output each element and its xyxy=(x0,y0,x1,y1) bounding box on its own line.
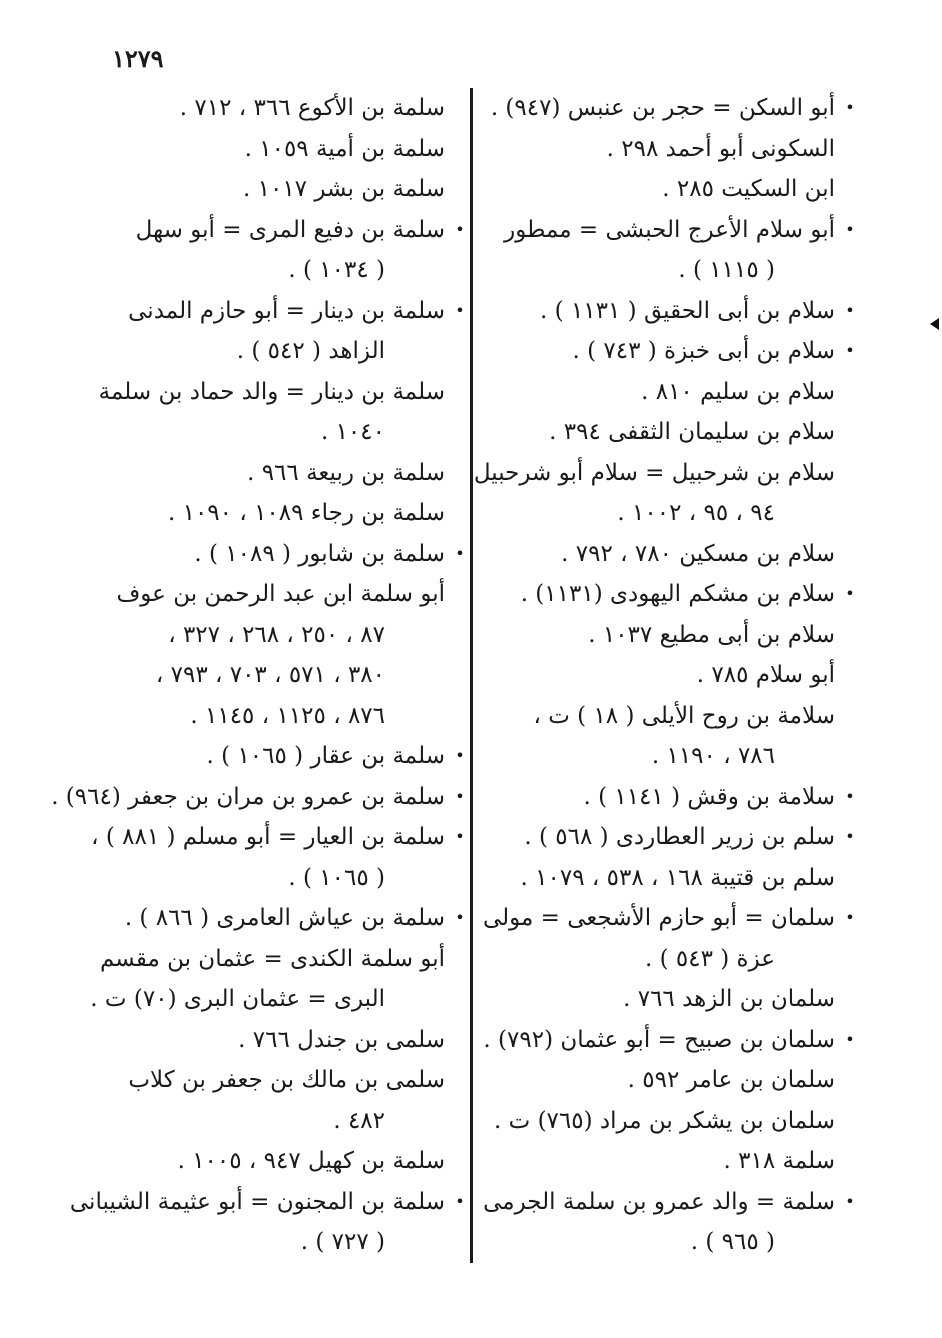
index-entry-line xyxy=(100,696,445,737)
index-entry-line xyxy=(100,331,445,372)
index-entry-text: سلمة بن كهيل ٩٤٧ ، ١٠٠٥ . xyxy=(177,1148,445,1174)
index-entry-line xyxy=(490,736,835,777)
index-entry-text: أبو سلمة ابن عبد الرحمن بن عوف xyxy=(116,581,445,607)
index-entry-line xyxy=(100,574,445,615)
index-entry-text: سلامة بن وقش ( ١١٤١ ) . xyxy=(583,783,835,810)
index-entry-text: ابن السكيت ٢٨٥ . xyxy=(662,176,835,202)
index-entry-text: سلام بن أبى مطيع ١٠٣٧ . xyxy=(588,621,835,648)
bullet-icon: • xyxy=(455,746,465,765)
index-entry-line xyxy=(482,898,855,939)
index-entry-line xyxy=(100,898,465,939)
index-entry-text: سلمان بن عامر ٥٩٢ . xyxy=(627,1067,835,1093)
index-entry-text: سلمة ٣١٨ . xyxy=(723,1148,835,1174)
index-entry-text: سلام بن شرحبيل = سلام أبو شرحبيل xyxy=(473,459,835,486)
bullet-icon: • xyxy=(845,1029,855,1049)
index-entry-line xyxy=(490,777,855,818)
index-entry-line xyxy=(490,979,835,1020)
index-entry-text: ( ٩٦٥ ) . xyxy=(690,1229,775,1255)
index-entry-line xyxy=(100,858,445,899)
index-entry-line xyxy=(490,250,835,291)
index-entry-text: سلام بن أبى الحقيق ( ١١٣١ ) . xyxy=(540,297,835,324)
index-entry-line xyxy=(100,129,445,170)
index-column-right xyxy=(473,88,855,1263)
index-entry-line xyxy=(100,1020,445,1061)
bullet-icon: • xyxy=(845,98,855,117)
index-entry-text: سلمان بن الزهد ٧٦٦ . xyxy=(623,986,835,1012)
margin-mark-icon xyxy=(930,318,939,330)
index-entry-line xyxy=(100,493,445,534)
column-divider xyxy=(470,88,473,1263)
index-entry-line xyxy=(490,291,855,332)
bullet-icon: • xyxy=(455,827,465,846)
index-entry-line xyxy=(100,534,465,575)
index-entry-text: سلام بن مسكين ٧٨٠ ، ٧٩٢ . xyxy=(561,540,835,567)
index-entry-line xyxy=(490,372,835,413)
index-entry-text: سلمة بن عمرو بن مران بن جعفر (٩٦٤) . xyxy=(51,783,445,810)
index-entry-text: ٩٤ ، ٩٥ ، ١٠٠٢ . xyxy=(617,500,775,526)
index-entry-text: سلمة بن ربيعة ٩٦٦ . xyxy=(247,459,445,486)
index-entry-text: سلمة بن أمية ١٠٥٩ . xyxy=(244,135,445,162)
index-entry-text: سلام بن أبى خبزة ( ٧٤٣ ) . xyxy=(572,338,835,364)
index-entry-text: ٨٧ ، ٢٥٠ ، ٢٦٨ ، ٣٢٧ ، xyxy=(168,621,385,648)
index-entry-line xyxy=(490,493,835,534)
bullet-icon: • xyxy=(455,300,465,320)
index-entry-text: سلمة بن الأكوع ٣٦٦ ، ٧١٢ . xyxy=(179,95,445,121)
index-entry-text: سلمة بن دفيع المرى = أبو سهل xyxy=(135,216,445,243)
index-entry-line xyxy=(51,777,465,818)
bullet-icon: • xyxy=(455,543,465,563)
bullet-icon: • xyxy=(845,584,855,603)
index-entry-line xyxy=(490,129,835,170)
bullet-icon: • xyxy=(455,908,465,927)
bullet-icon: • xyxy=(455,786,465,806)
bullet-icon: • xyxy=(845,300,855,320)
index-entry-line xyxy=(100,250,445,291)
index-entry-text: ١٠٤٠ . xyxy=(320,419,385,445)
index-entry-text: ( ١٠٦٥ ) . xyxy=(288,864,385,891)
bullet-icon: • xyxy=(455,1191,465,1211)
index-entry-text: سلمى بن مالك بن جعفر بن كلاب xyxy=(128,1067,445,1093)
index-entry-text: ٣٨٠ ، ٥٧١ ، ٧٠٣ ، ٧٩٣ ، xyxy=(155,662,385,688)
index-entry-line xyxy=(100,291,465,332)
index-entry-line xyxy=(100,210,465,251)
index-entry-text: سلام بن سليم ٨١٠ . xyxy=(641,378,835,405)
index-entry-text: السكونى أبو أحمد ٢٩٨ . xyxy=(606,135,835,162)
index-entry-line xyxy=(490,939,835,980)
bullet-icon: • xyxy=(455,219,465,239)
index-entry-line xyxy=(490,574,855,615)
page-number: ١٢٧٩ xyxy=(112,44,164,73)
index-entry-text: سلمة بن رجاء ١٠٨٩ ، ١٠٩٠ . xyxy=(167,500,445,526)
index-entry-text: ( ١١١٥ ) . xyxy=(678,257,775,283)
index-entry-text: ٤٨٢ . xyxy=(333,1107,385,1134)
index-entry-text: سلمى بن جندل ٧٦٦ . xyxy=(238,1026,445,1053)
index-entry-line xyxy=(490,210,855,251)
index-entry-text: سلام بن مشكم اليهودى (١١٣١) . xyxy=(520,581,835,607)
bullet-icon: • xyxy=(845,341,855,360)
index-entry-line xyxy=(483,1020,855,1061)
index-entry-text: سلمان بن يشكر بن مراد (٧٦٥) ت . xyxy=(493,1107,835,1134)
index-entry-text: سلمة بن عياش العامرى ( ٨٦٦ ) . xyxy=(124,905,445,931)
index-entry-line xyxy=(490,696,835,737)
bullet-icon: • xyxy=(845,1191,855,1211)
index-entry-text: سلمان = أبو حازم الأشجعى = مولى xyxy=(482,905,835,931)
index-entry-line xyxy=(490,655,835,696)
index-entry-line xyxy=(490,1060,835,1101)
index-entry-line xyxy=(490,1101,835,1142)
bullet-icon: • xyxy=(845,827,855,846)
index-entry-line xyxy=(91,817,465,858)
index-entry-text: سلمة بن العيار = أبو مسلم ( ٨٨١ ) ، xyxy=(91,824,445,850)
index-entry-line xyxy=(490,1141,835,1182)
index-entry-text: أبو سلمة الكندى = عثمان بن مقسم xyxy=(100,945,445,972)
index-entry-line xyxy=(490,615,835,656)
index-entry-text: سلمان بن صبيح = أبو عثمان (٧٩٢) . xyxy=(483,1026,835,1053)
index-entry-line xyxy=(490,534,835,575)
index-entry-line xyxy=(100,169,445,210)
index-entry-text: ٧٨٦ ، ١١٩٠ . xyxy=(651,743,775,769)
index-entry-line xyxy=(100,412,445,453)
bullet-icon: • xyxy=(845,786,855,806)
index-entry-line xyxy=(490,817,855,858)
index-entry-line xyxy=(483,1182,855,1223)
index-entry-line xyxy=(490,412,835,453)
index-entry-line xyxy=(100,615,445,656)
index-entry-line xyxy=(100,1060,445,1101)
index-entry-text: سلم بن قتيبة ١٦٨ ، ٥٣٨ ، ١٠٧٩ . xyxy=(520,864,835,891)
index-entry-line xyxy=(100,1222,445,1263)
index-entry-line xyxy=(473,453,835,494)
bullet-icon: • xyxy=(845,219,855,239)
index-entry-text: سلمة بن المجنون = أبو عثيمة الشيبانى xyxy=(69,1188,445,1215)
index-entry-text: أبو سلام الأعرج الحبشى = ممطور xyxy=(504,216,835,243)
index-entry-text: ( ١٠٣٤ ) . xyxy=(288,257,385,283)
index-entry-text: عزة ( ٥٤٣ ) . xyxy=(644,945,775,972)
index-entry-text: سلام بن سليمان الثقفى ٣٩٤ . xyxy=(549,419,835,445)
index-entry-text: سلمة بن بشر ١٠١٧ . xyxy=(242,176,445,202)
index-entry-line xyxy=(490,169,835,210)
bullet-icon: • xyxy=(845,908,855,927)
index-entry-text: أبو سلام ٧٨٥ . xyxy=(696,662,835,688)
index-entry-line xyxy=(100,736,465,777)
index-entry-line xyxy=(490,88,855,129)
index-entry-text: ( ٧٢٧ ) . xyxy=(300,1229,385,1255)
index-entry-text: أبو السكن = حجر بن عنبس (٩٤٧) . xyxy=(490,95,835,121)
index-entry-line xyxy=(100,939,445,980)
index-entry-line xyxy=(100,1141,445,1182)
index-entry-line xyxy=(90,979,445,1020)
index-entry-line xyxy=(100,372,445,413)
index-entry-text: سلمة بن عقار ( ١٠٦٥ ) . xyxy=(206,743,445,769)
index-entry-text: سلمة بن شابور ( ١٠٨٩ ) . xyxy=(194,540,445,567)
index-column-left xyxy=(51,88,465,1263)
index-entry-line xyxy=(100,453,445,494)
index-entry-line xyxy=(69,1182,465,1223)
index-entry-line xyxy=(100,88,445,129)
index-entry-text: سلمة = والد عمرو بن سلمة الجرمى xyxy=(483,1188,835,1215)
index-entry-text: البرى = عثمان البرى (٧٠) ت . xyxy=(90,986,385,1012)
index-entry-text: الزاهد ( ٥٤٢ ) . xyxy=(236,338,385,364)
index-entry-line xyxy=(490,858,835,899)
index-entry-line xyxy=(100,655,445,696)
index-entry-text: سلمة بن دينار = والد حماد بن سلمة xyxy=(98,378,445,405)
index-entry-text: سلامة بن روح الأيلى ( ١٨ ) ت ، xyxy=(533,702,835,729)
index-entry-line xyxy=(100,1101,445,1142)
index-entry-text: سلمة بن دينار = أبو حازم المدنى xyxy=(128,297,445,324)
index-entry-line xyxy=(490,1222,835,1263)
index-entry-text: ٨٧٦ ، ١١٢٥ ، ١١٤٥ . xyxy=(190,702,385,729)
index-entry-text: سلم بن زرير العطاردى ( ٥٦٨ ) . xyxy=(524,824,835,850)
index-entry-line xyxy=(490,331,855,372)
